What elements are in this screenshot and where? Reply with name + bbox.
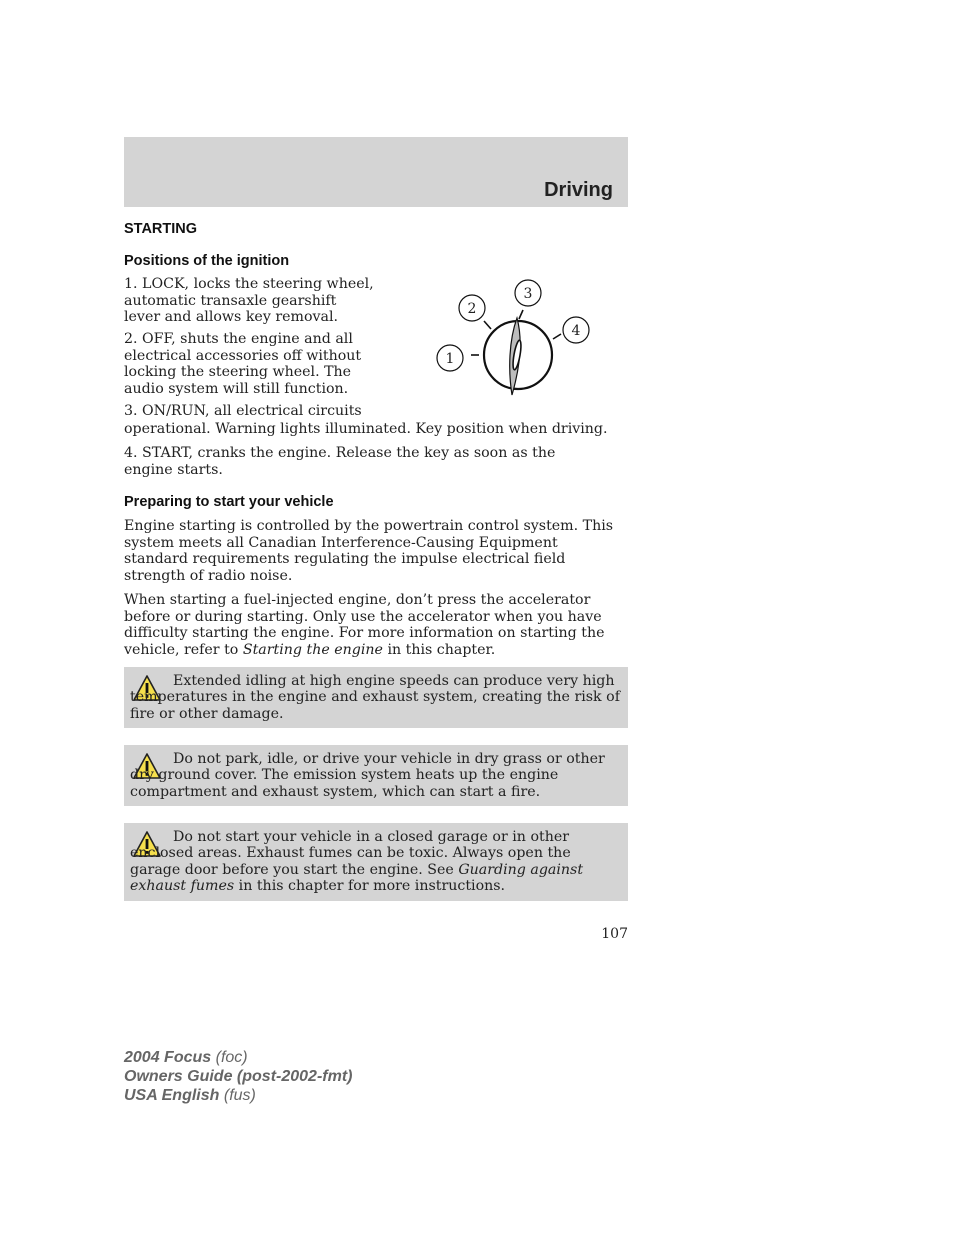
position-4-label: 4: [571, 323, 581, 339]
warning-box-dry-grass: [124, 745, 628, 806]
position-1-label: 1: [445, 351, 455, 367]
section-header-bar: [124, 137, 628, 207]
footer-model-code: (foc): [215, 1049, 248, 1066]
preparing-paragraph-1: Engine starting is controlled by the powertrain control system. This system meets all Canadian Interference-Causing Equipment standard requirements regulating the impulse electrical field strength of radio noise.: [124, 518, 614, 584]
exhaust-fumes-reference: Guarding against exhaust fumes: [130, 861, 584, 895]
footer-line-1: [124, 1048, 352, 1067]
position-2-label: 2: [467, 301, 477, 317]
warning-text-garage: [130, 829, 622, 895]
starting-the-engine-reference: Starting the engine: [242, 641, 383, 658]
section-title: Driving: [544, 179, 613, 201]
warning-box-idling: [124, 667, 628, 728]
preparing-paragraph-2-text: When starting a fuel-injected engine, don’t press the accelerator before or during starting. Only use the accelerator when you have difficulty starting the engine. For more information on starting the vehicle, refer to: [124, 592, 605, 658]
starting-heading: STARTING: [124, 221, 198, 237]
warning-text-idling: Extended idling at high engine speeds can produce very high temperatures in the engine and exhaust system, creating the risk of fire or other damage.: [130, 673, 620, 722]
footer-guide: Owners Guide (post-2002-fmt): [124, 1068, 353, 1085]
ignition-diagram: [430, 278, 600, 403]
warning-box-garage: [124, 823, 628, 901]
ignition-item-3a: 3. ON/RUN, all electrical circuits: [124, 403, 362, 419]
footer-line-2: [124, 1067, 352, 1086]
warning-text-dry-grass: Do not park, idle, or drive your vehicle in dry grass or other dry ground cover. The emission system heats up the engine compartment and exhaust system, which can start a fire.: [130, 751, 605, 800]
ignition-item-3b: operational. Warning lights illuminated. Key position when driving.: [124, 421, 608, 437]
ignition-item-4: 4. START, cranks the engine. Release the key as soon as the engine starts.: [124, 445, 556, 478]
preparing-heading: Preparing to start your vehicle: [124, 494, 334, 510]
page-number: 107: [601, 926, 628, 942]
warning-text-garage-a: Do not start your vehicle in a closed garage or in other enclosed areas. Exhaust fumes can be toxic. Always open the garage door before you start the engine. See: [130, 829, 571, 878]
footer-language-code: (fus): [223, 1087, 256, 1104]
document-footer: [124, 1048, 352, 1105]
ignition-item-2: 2. OFF, shuts the engine and all electrical accessories off without locking the steering wheel. The audio system will still function.: [124, 331, 362, 397]
ignition-item-1: 1. LOCK, locks the steering wheel, automatic transaxle gearshift lever and allows key removal.: [124, 276, 374, 326]
footer-model: 2004 Focus: [124, 1049, 212, 1066]
preparing-paragraph-2: [124, 592, 632, 658]
warning-text-garage-b: in this chapter for more instructions.: [238, 878, 506, 895]
position-3-label: 3: [523, 286, 533, 302]
footer-line-3: [124, 1086, 352, 1105]
preparing-paragraph-2-end: in this chapter.: [387, 641, 496, 658]
positions-heading: Positions of the ignition: [124, 253, 290, 269]
footer-language: USA English: [124, 1087, 220, 1104]
